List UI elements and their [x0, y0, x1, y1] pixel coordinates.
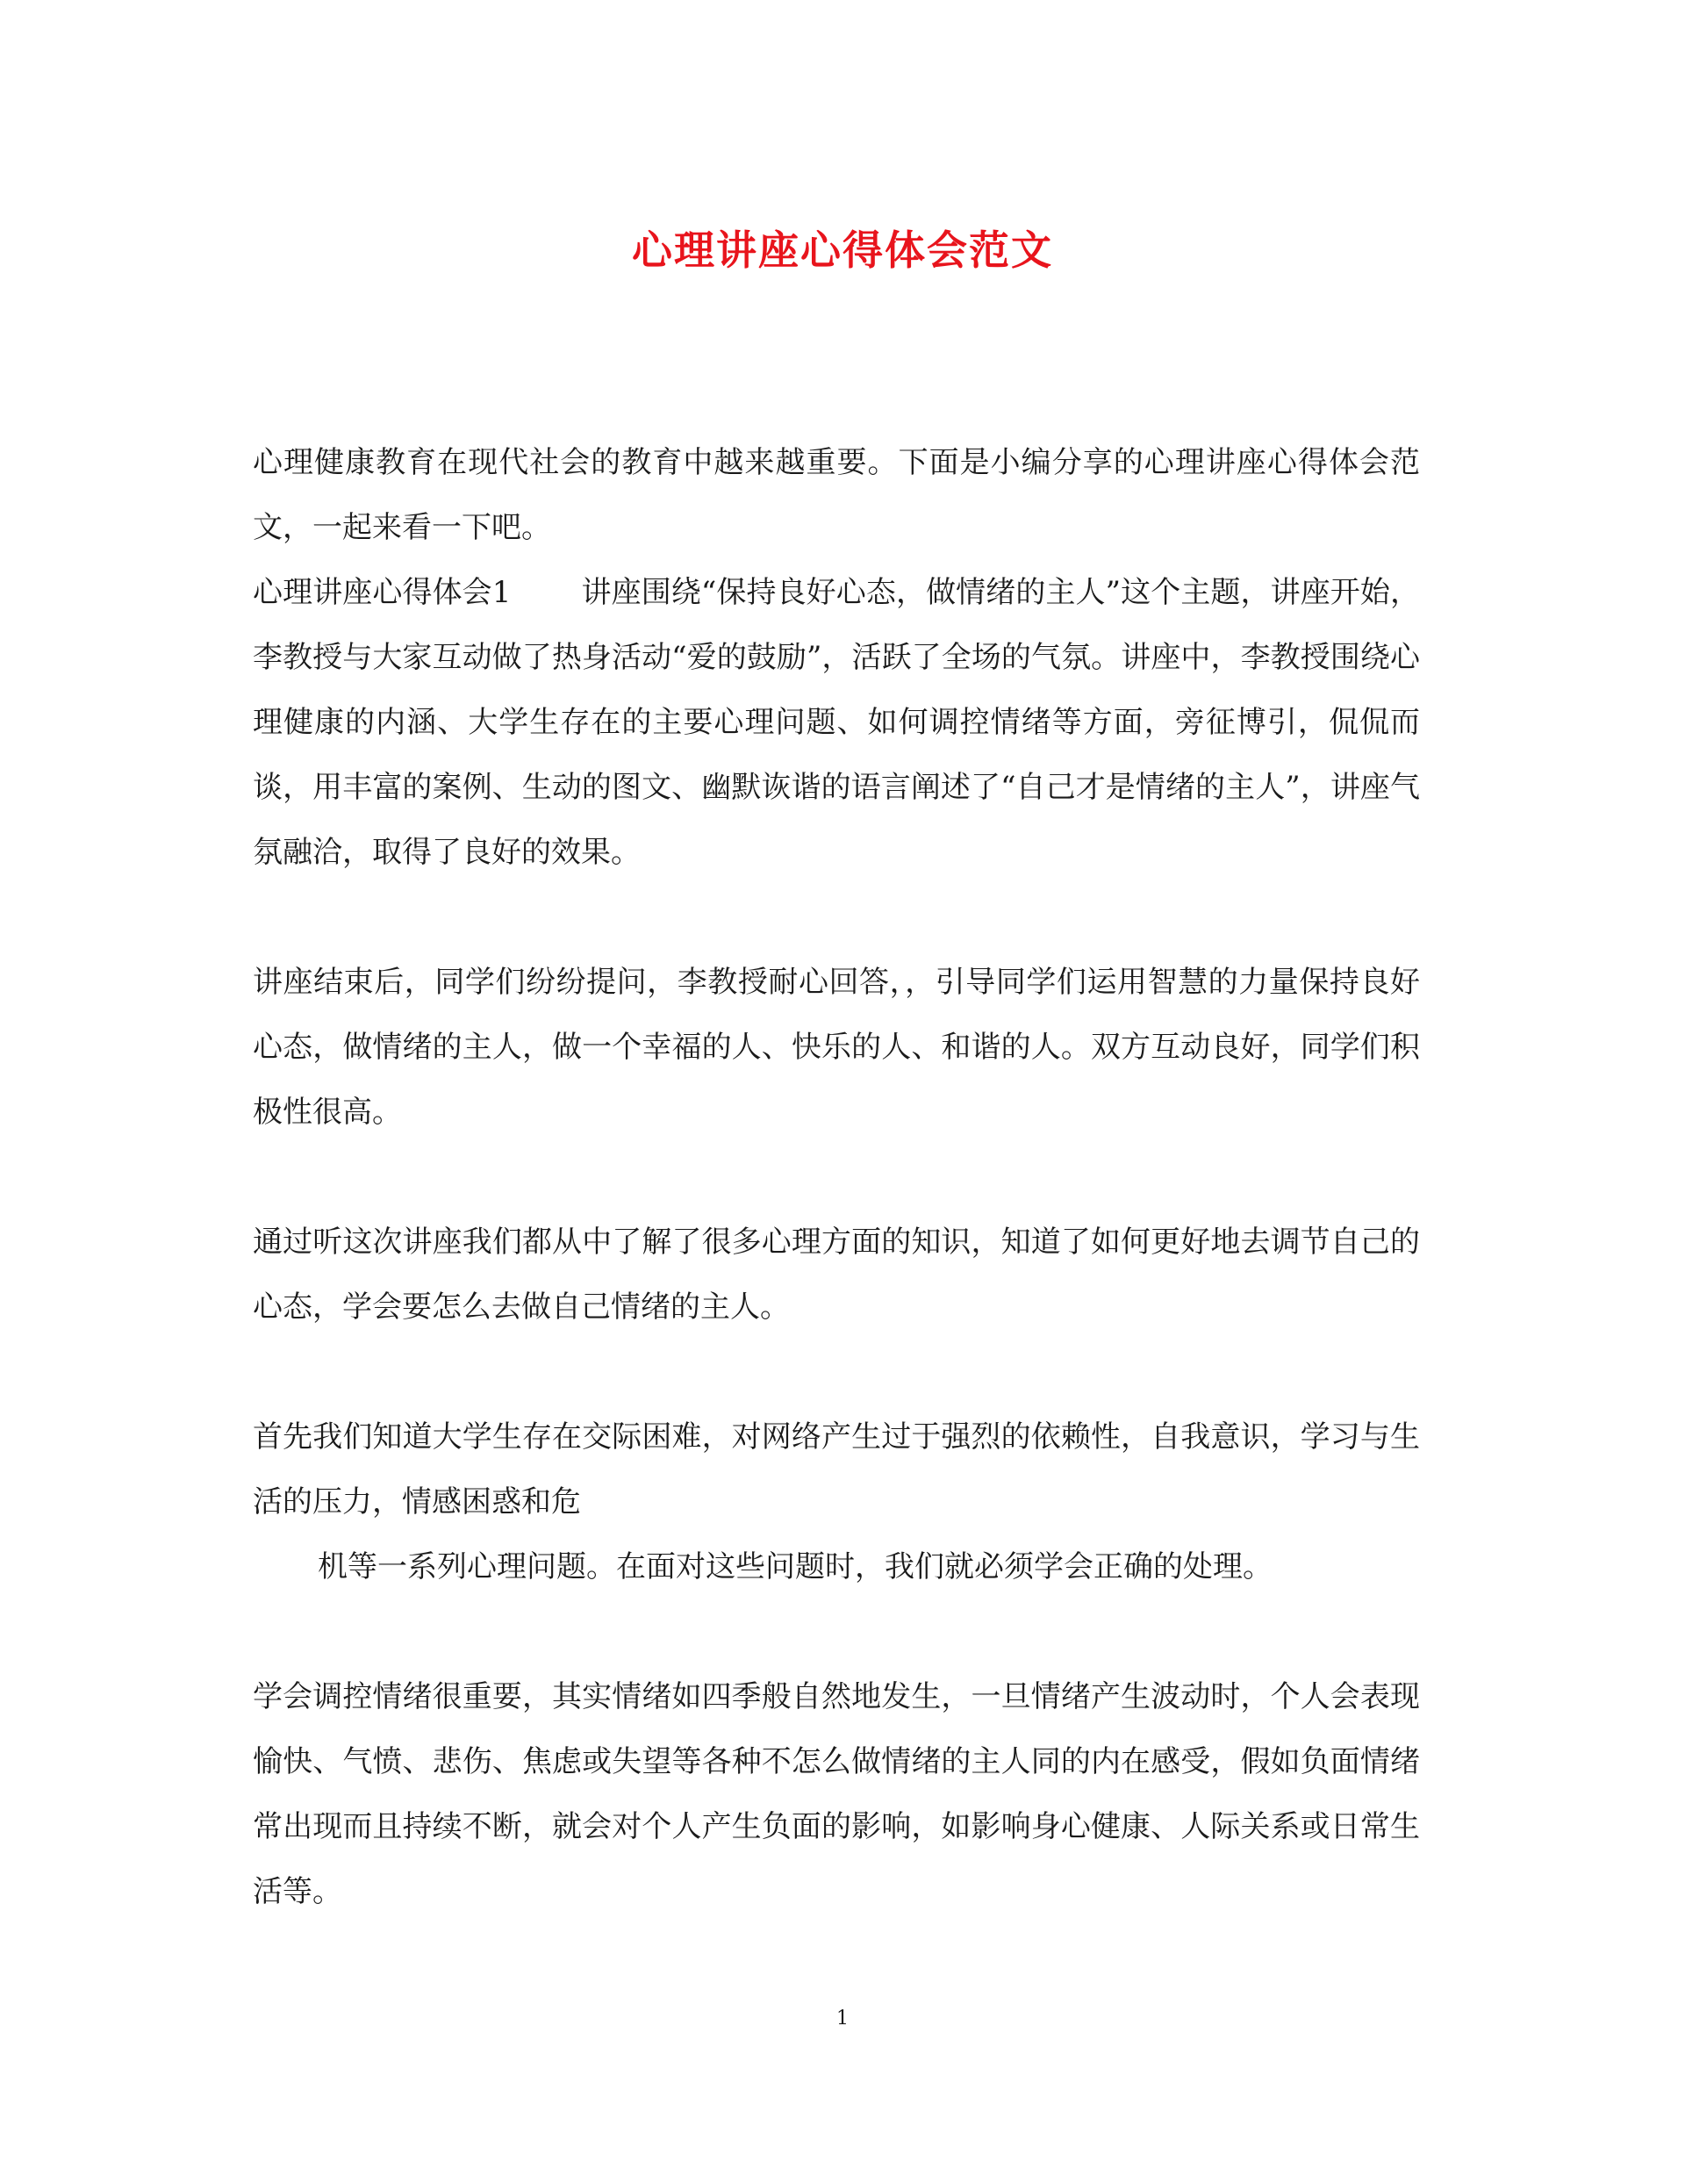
paragraph-2: 讲座结束后，同学们纷纷提问，李教授耐心回答，，引导同学们运用智慧的力量保持良好心态，做情绪的主人，做一个幸福的人、快乐的人、和谐的人。双方互动良好，同学们积极性很高。 — [253, 965, 1420, 1130]
paragraph-spacer — [253, 1145, 1420, 1210]
document-body — [253, 430, 1420, 1924]
section-1-text: 讲座围绕“保持良好心态，做情绪的主人”这个主题，讲座开始，李教授与大家互动做了热身活动“爱的鼓励”，活跃了全场的气氛。讲座中，李教授围绕心理健康的内涵、大学生存在的主要心理问题、如何调控情绪等方面，旁征博引，侃侃而谈，用丰富的案例、生动的图文、幽默诙谐的语言阐述了“自己才是情绪的主人”，讲座气氛融洽，取得了良好的效果。 — [253, 575, 1421, 870]
section-heading: 心理讲座心得体会1 — [253, 575, 512, 610]
paragraph-spacer — [253, 885, 1420, 950]
paragraph-4b: 机等一系列心理问题。在面对这些问题时，我们就必须学会正确的处理。 — [318, 1549, 1273, 1584]
paragraph-3: 通过听这次讲座我们都从中了解了很多心理方面的知识，知道了如何更好地去调节自己的心态，学会要怎么去做自己情绪的主人。 — [253, 1225, 1420, 1325]
paragraph-4a: 首先我们知道大学生存在交际困难，对网络产生过于强烈的依赖性，自我意识，学习与生活的压力，情感困惑和危 — [253, 1419, 1420, 1519]
document-title: 心理讲座心得体会范文 — [632, 226, 1053, 274]
paragraph-spacer — [253, 1599, 1420, 1664]
intro-paragraph: 心理健康教育在现代社会的教育中越来越重要。下面是小编分享的心理讲座心得体会范文，一起来看一下吧。 — [253, 445, 1420, 545]
paragraph-5: 学会调控情绪很重要，其实情绪如四季般自然地发生，一旦情绪产生波动时，个人会表现愉快、气愤、悲伤、焦虑或失望等各种不怎么做情绪的主人同的内在感受，假如负面情绪常出现而且持续不断，就会对个人产生负面的影响，如影响身心健康、人际关系或日常生活等。 — [253, 1679, 1420, 1909]
section-1-paragraph — [253, 560, 1420, 885]
paragraph-spacer — [253, 1340, 1420, 1405]
page-number: 1 — [836, 2008, 849, 2030]
